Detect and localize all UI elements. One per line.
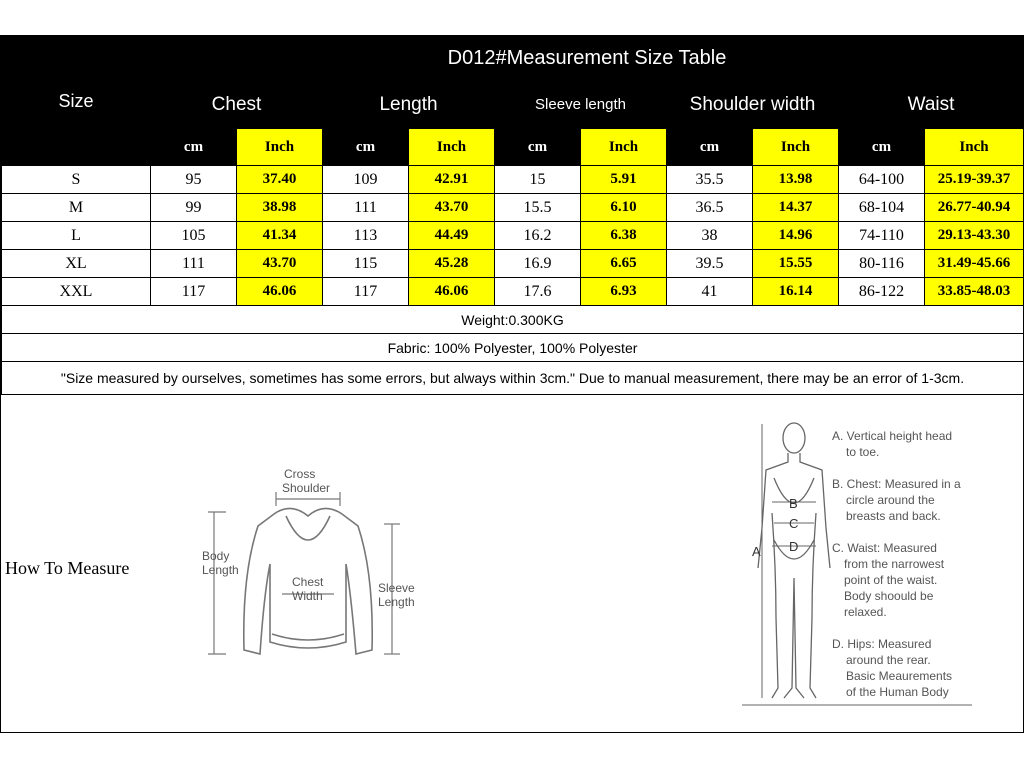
cell-sleeve-inch: 6.65 [581,250,667,278]
unit-cm: cm [667,129,753,166]
cell-shoulder-cm: 39.5 [667,250,753,278]
marker-a: A [752,544,761,559]
cell-sleeve-cm: 16.2 [495,222,581,250]
note-b-line-1: B. Chest: Measured in a [832,477,961,491]
measurement-note: "Size measured by ourselves, sometimes has some errors, but always within 3cm." Due to manual measurement, there may be an error of 1-3cm. [2,362,1024,395]
cell-sleeve-inch: 6.93 [581,278,667,306]
unit-cm: cm [323,129,409,166]
cell-length-inch: 42.91 [409,166,495,194]
note-c-line-2: from the narrowest [844,557,945,571]
unit-cm: cm [151,129,237,166]
cell-waist-inch: 31.49-45.66 [925,250,1024,278]
note-c-line-5: relaxed. [844,605,887,619]
cell-waist-cm: 80-116 [839,250,925,278]
note-a-line-1: A. Vertical height head [832,429,953,443]
cell-sleeve-cm: 17.6 [495,278,581,306]
table-row [2,222,1024,250]
cell-length-cm: 117 [323,278,409,306]
cell-shoulder-inch: 14.37 [753,194,839,222]
cell-shoulder-cm: 41 [667,278,753,306]
note-d-line-2: around the rear. [846,653,931,667]
cell-size: S [2,166,151,194]
weight-row [2,306,1024,334]
cell-chest-cm: 117 [151,278,237,306]
cell-waist-cm: 68-104 [839,194,925,222]
weight-text: Weight:0.300KG [2,306,1024,334]
how-to-measure-label: How To Measure [5,558,130,578]
cell-chest-inch: 37.40 [237,166,323,194]
cell-sleeve-cm: 16.9 [495,250,581,278]
cell-waist-inch: 25.19-39.37 [925,166,1024,194]
cell-sleeve-inch: 6.10 [581,194,667,222]
cell-chest-inch: 43.70 [237,250,323,278]
cell-waist-cm: 86-122 [839,278,925,306]
chest-width-label-2: Width [292,589,323,603]
size-table [1,36,1024,395]
cell-chest-cm: 95 [151,166,237,194]
unit-cm: cm [839,129,925,166]
note-d-line-3: Basic Meaurements [846,669,953,683]
cell-sleeve-cm: 15.5 [495,194,581,222]
cell-waist-inch: 29.13-43.30 [925,222,1024,250]
body-length-label-2: Length [202,563,239,577]
cell-waist-cm: 64-100 [839,166,925,194]
group-waist: Waist [839,81,1024,129]
note-row [2,362,1024,395]
cell-shoulder-inch: 16.14 [753,278,839,306]
table-title: D012#Measurement Size Table [151,37,1024,81]
sleeve-length-label-1: Sleeve [378,581,415,595]
size-chart-sheet [0,35,1024,733]
cell-chest-inch: 46.06 [237,278,323,306]
cell-chest-cm: 105 [151,222,237,250]
cross-shoulder-label-1: Cross [284,467,316,481]
note-d-line-1: D. Hips: Measured [832,637,932,651]
cell-length-cm: 113 [323,222,409,250]
cell-size: M [2,194,151,222]
cell-size: XXL [2,278,151,306]
size-header: Size [2,37,151,166]
how-to-measure-section [1,406,1023,732]
group-sleeve-length: Sleeve length [495,81,667,129]
note-d-line-4: of the Human Body [846,685,949,699]
cell-length-cm: 109 [323,166,409,194]
cell-sleeve-inch: 5.91 [581,166,667,194]
cross-shoulder-label-2: Shoulder [282,481,331,495]
note-c-line-3: point of the waist. [844,573,938,587]
group-chest: Chest [151,81,323,129]
body-measurement-diagram [736,418,986,718]
cell-chest-inch: 38.98 [237,194,323,222]
cell-length-inch: 44.49 [409,222,495,250]
note-c-line-4: Body shoould be [844,589,934,603]
cell-shoulder-inch: 14.96 [753,222,839,250]
cell-size: L [2,222,151,250]
fabric-text: Fabric: 100% Polyester, 100% Polyester [2,334,1024,362]
cell-shoulder-inch: 13.98 [753,166,839,194]
cell-chest-cm: 99 [151,194,237,222]
cell-sleeve-cm: 15 [495,166,581,194]
cell-shoulder-inch: 15.55 [753,250,839,278]
marker-d: D [789,539,799,554]
unit-cm: cm [495,129,581,166]
body-length-label-1: Body [202,549,230,563]
cell-length-cm: 115 [323,250,409,278]
cell-size: XL [2,250,151,278]
marker-c: C [789,516,799,531]
table-row [2,278,1024,306]
cell-waist-inch: 26.77-40.94 [925,194,1024,222]
cell-length-inch: 43.70 [409,194,495,222]
cell-length-inch: 45.28 [409,250,495,278]
unit-inch: Inch [925,129,1024,166]
cell-sleeve-inch: 6.38 [581,222,667,250]
group-length: Length [323,81,495,129]
cell-length-inch: 46.06 [409,278,495,306]
cell-shoulder-cm: 35.5 [667,166,753,194]
table-row [2,250,1024,278]
unit-inch: Inch [581,129,667,166]
cell-waist-inch: 33.85-48.03 [925,278,1024,306]
cell-shoulder-cm: 38 [667,222,753,250]
cell-shoulder-cm: 36.5 [667,194,753,222]
table-row [2,194,1024,222]
fabric-row [2,334,1024,362]
cell-waist-cm: 74-110 [839,222,925,250]
chest-width-label-1: Chest [292,575,324,589]
note-b-line-3: breasts and back. [846,509,941,523]
marker-b: B [789,496,798,511]
cell-length-cm: 111 [323,194,409,222]
group-shoulder-width: Shoulder width [667,81,839,129]
note-a-line-2: to toe. [846,445,880,459]
note-b-line-2: circle around the [846,493,935,507]
unit-inch: Inch [237,129,323,166]
sweater-diagram [196,454,426,664]
unit-inch: Inch [409,129,495,166]
unit-inch: Inch [753,129,839,166]
sleeve-length-label-2: Length [378,595,415,609]
note-c-line-1: C. Waist: Measured [832,541,937,555]
cell-chest-cm: 111 [151,250,237,278]
cell-chest-inch: 41.34 [237,222,323,250]
table-row [2,166,1024,194]
